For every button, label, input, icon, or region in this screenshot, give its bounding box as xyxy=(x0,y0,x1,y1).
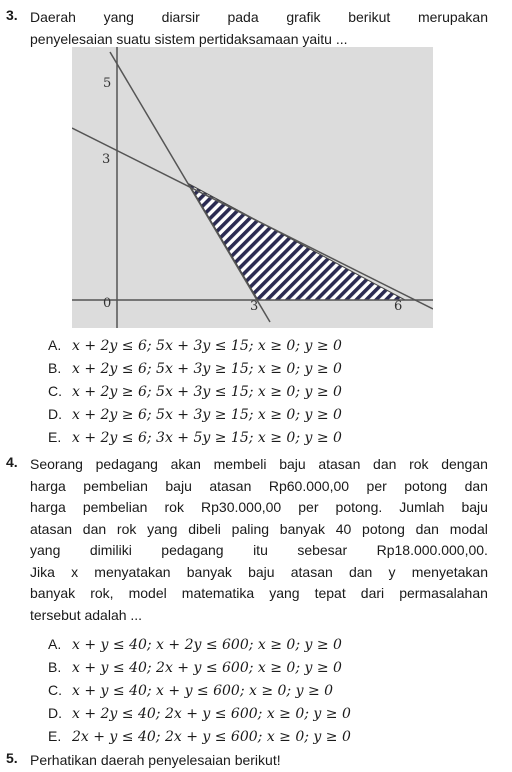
word: potong xyxy=(362,520,405,537)
option-a[interactable] xyxy=(48,636,342,653)
word: 40 xyxy=(335,520,352,537)
word: dan xyxy=(348,563,373,580)
question-text-line xyxy=(30,519,488,541)
word: banyak xyxy=(279,520,325,537)
word: rok, xyxy=(90,585,114,601)
word: harga xyxy=(30,499,66,515)
question-text-line xyxy=(30,540,488,562)
word: pedagang xyxy=(161,542,224,558)
word: yang xyxy=(103,9,134,25)
word: dan xyxy=(464,477,488,494)
option-b[interactable] xyxy=(48,659,342,676)
word: paling xyxy=(231,520,270,537)
option-text: x + y ≤ 40; x + 2y ≤ 600; x ≥ 0; y ≥ 0 xyxy=(72,637,342,653)
word: grafik xyxy=(286,9,321,25)
word: baju xyxy=(279,456,306,472)
word: model xyxy=(128,585,167,601)
question-text-line: Perhatikan daerah penyelesaian berikut! xyxy=(30,752,281,768)
word: potong xyxy=(404,477,448,494)
word: pembelian xyxy=(83,477,148,494)
tick-label-y-3: 3 xyxy=(102,152,111,167)
question-text-line xyxy=(30,454,488,476)
word: baju xyxy=(461,499,488,515)
question-text-line xyxy=(30,583,488,605)
option-text: x + 2y ≥ 6; 5x + 3y ≥ 15; x ≥ 0; y ≥ 0 xyxy=(72,407,342,423)
word: dan xyxy=(82,520,107,537)
word: Jumlah xyxy=(399,499,445,515)
word: atasan xyxy=(30,520,73,537)
question-text-line: tersebut adalah ... xyxy=(30,606,143,623)
word: Seorang xyxy=(30,456,83,472)
word: banyak xyxy=(186,563,232,580)
word: atasan xyxy=(318,456,361,472)
word: sebesar xyxy=(297,542,348,558)
question-text-line xyxy=(30,476,488,498)
word: modal xyxy=(449,520,488,537)
option-text: x + 2y ≤ 6; 3x + 5y ≥ 15; x ≥ 0; y ≥ 0 xyxy=(72,430,342,446)
word: dan xyxy=(415,520,439,537)
question-text-line-1 xyxy=(30,7,488,29)
word: menyetakan xyxy=(411,563,488,580)
word: pedagang xyxy=(95,456,158,472)
tick-label-x-6: 6 xyxy=(394,299,403,314)
tick-label-y-5: 5 xyxy=(103,76,112,91)
word: yang xyxy=(269,585,300,601)
word: yang xyxy=(147,520,178,537)
option-e[interactable] xyxy=(48,429,342,446)
option-text: x + 2y ≤ 6; 5x + 3y ≤ 15; x ≥ 0; y ≥ 0 xyxy=(72,338,342,354)
question-number: 3. xyxy=(6,7,18,23)
question-text xyxy=(30,7,488,50)
word: permasalahan xyxy=(399,585,488,601)
option-e[interactable] xyxy=(48,728,351,745)
option-label: D. xyxy=(48,705,62,721)
word: dari xyxy=(360,585,385,601)
option-text: x + y ≤ 40; x + y ≤ 600; x ≥ 0; y ≥ 0 xyxy=(72,683,334,699)
question-text-line xyxy=(30,497,488,519)
option-label: B. xyxy=(48,360,62,376)
word: rok xyxy=(164,499,184,515)
option-c[interactable] xyxy=(48,682,333,699)
word: atasan xyxy=(290,563,333,580)
option-label: A. xyxy=(48,636,62,652)
option-label: C. xyxy=(48,682,62,698)
word: dengan xyxy=(441,456,488,472)
word: banyak xyxy=(30,585,76,601)
option-text: x + y ≤ 40; 2x + y ≤ 600; x ≥ 0; y ≥ 0 xyxy=(72,660,342,676)
word: yang xyxy=(30,542,61,558)
word: x xyxy=(71,563,79,580)
word: dibeli xyxy=(188,520,221,537)
word: membeli xyxy=(213,456,267,472)
word: pembelian xyxy=(82,499,148,515)
word: akan xyxy=(170,456,201,472)
word: merupakan xyxy=(417,9,488,25)
word: diarsir xyxy=(161,9,200,25)
option-text: x + 2y ≤ 40; 2x + y ≤ 600; x ≥ 0; y ≥ 0 xyxy=(72,706,351,722)
word: itu xyxy=(253,542,268,558)
question-text xyxy=(30,750,486,772)
word: dimiliki xyxy=(89,542,132,558)
option-d[interactable] xyxy=(48,406,342,423)
word: harga xyxy=(30,477,66,494)
word: potong. xyxy=(335,499,383,515)
word: Jika xyxy=(30,563,55,580)
word: pada xyxy=(227,9,259,25)
option-label: B. xyxy=(48,659,62,675)
word: dan xyxy=(373,456,397,472)
word: Rp60.000,00 xyxy=(268,477,350,494)
word: tepat xyxy=(314,585,346,601)
question-text-line xyxy=(30,562,488,584)
word: menyatakan xyxy=(94,563,171,580)
option-text: x + 2y ≤ 6; 5x + 3y ≥ 15; x ≥ 0; y ≥ 0 xyxy=(72,361,342,377)
word: per xyxy=(366,477,387,494)
option-a[interactable] xyxy=(48,337,342,354)
word: Rp18.000.000,00. xyxy=(376,542,488,558)
word: baju xyxy=(165,477,192,494)
option-label: E. xyxy=(48,728,62,744)
tick-label-x-3: 3 xyxy=(250,299,259,314)
option-text: x + 2y ≥ 6; 5x + 3y ≤ 15; x ≥ 0; y ≥ 0 xyxy=(72,384,342,400)
option-d[interactable] xyxy=(48,705,351,722)
word: Rp30.000,00 xyxy=(201,499,282,515)
tick-label-x-0: 0 xyxy=(103,296,112,311)
option-label: E. xyxy=(48,429,62,445)
word: atasan xyxy=(209,477,252,494)
option-c[interactable] xyxy=(48,383,342,400)
option-text: 2x + y ≤ 40; 2x + y ≤ 600; x ≥ 0; y ≥ 0 xyxy=(72,729,351,745)
word: rok xyxy=(116,520,137,537)
question-number: 4. xyxy=(6,454,18,470)
option-label: C. xyxy=(48,383,62,399)
inequality-graph xyxy=(72,47,433,328)
option-label: D. xyxy=(48,406,62,422)
question-text xyxy=(30,454,488,626)
option-b[interactable] xyxy=(48,360,342,377)
word: baju xyxy=(248,563,275,580)
question-text-line-2: penyelesaian suatu sistem pertidaksamaan yaitu ... xyxy=(30,30,348,47)
word: y xyxy=(388,563,396,580)
word: per xyxy=(298,499,319,515)
word: berikut xyxy=(348,9,391,25)
option-label: A. xyxy=(48,337,62,353)
word: rok xyxy=(409,456,429,472)
word: matematika xyxy=(181,585,255,601)
question-number: 5. xyxy=(6,750,18,766)
word: Daerah xyxy=(30,9,76,25)
